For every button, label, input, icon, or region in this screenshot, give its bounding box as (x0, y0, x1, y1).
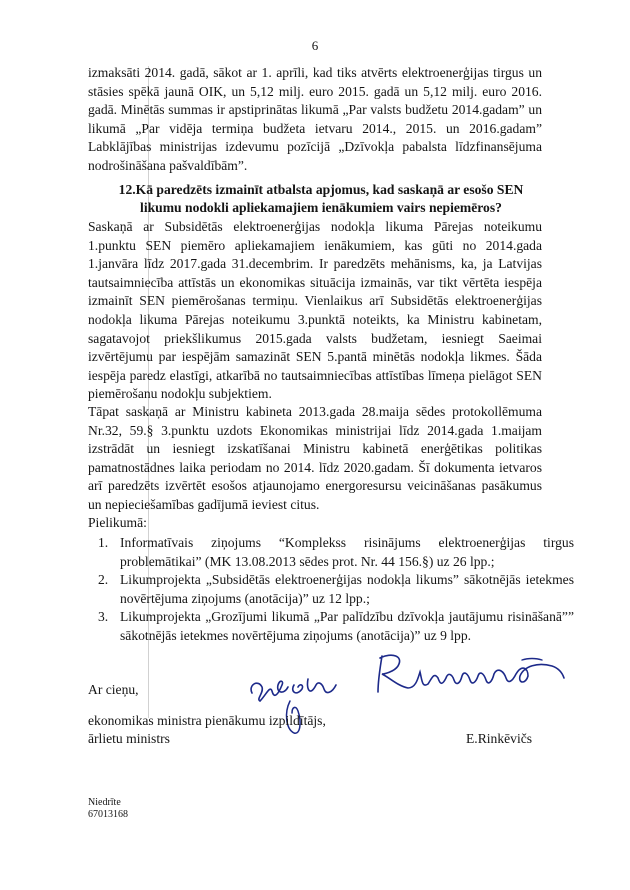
attachment-number: 2. (98, 572, 109, 588)
paragraph-energy-policy: Tāpat saskaņā ar Ministru kabineta 2013.gada 28.maija sēdes protokollēmuma Nr.32, 59.§ 3.punktu uzdots Ekonomikas ministrijai līdz 2014.gada 1.maijam izstrādāt un iesniegt izskatīšanai Ministru kabinetā enerģētikas politikas pamatnostādnes laika periodam no 2014. līdz 2020.gadam. Šī dokumenta ietvaros arī paredzēts izvērtēt esošos atjaunojamo energoresursu veicināšanas pasākumus un nepieciešamības gadījumā ieviest citus. (88, 404, 542, 512)
signer-role-line1: ekonomikas ministra pienākumu izpildītājs, (88, 713, 326, 728)
signature-right (372, 648, 572, 698)
author-phone: 67013168 (88, 809, 128, 820)
signer-name: E.Rinkēvičs (466, 731, 533, 746)
signer-role-line2: ārlietu ministrs (88, 731, 170, 746)
author-name: Niedrīte (88, 797, 121, 808)
attachment-item (98, 534, 574, 571)
attachment-text: Informatīvais ziņojums “Komplekss risinājums elektroenerģijas tirgus problemātikai” (MK 13.08.2013 sēdes prot. Nr. 44 156.§) uz 26 lpp.; (120, 535, 574, 569)
paragraph-sen-terms: Saskaņā ar Subsidētās elektroenerģijas nodokļa likuma Pārejas noteikumu 1.punktu SEN piemēro apliekamajiem ienākumiem, kas gūti no 2014.gada 1.janvāra līdz 2017.gada 31.decembrim. Ir paredzēts mehānisms, ka, ja Latvijas tautsaimniecība attīstās un ekonomikas situācija izmainās, var tikt vērtēta iespēja izmainīt SEN piemērošanas termiņu. Vienlaikus arī Subsidētās elektroenerģijas nodokļa likuma Pārejas noteikumu 3.punktā noteikts, ka Ministru kabinetam, sagatavojot priekšlikumus 2015.gada valsts budžetam, iesniegt Saeimai izvērtējumu par iespējām samazināt SEN 5.pantā minētās nodokļa likmes. Šāda iespēja paredz elastīgi, atkarībā no tautsaimniecības attīstības līmeņa pielāgot SEN piemērošanu nodokļu subjektiem. (88, 219, 542, 402)
attachment-number: 1. (98, 535, 109, 550)
attachment-text: Likumprojekta „Subsidētās elektroenerģijas nodokļa likums” sākotnējās ietekmes novērtējuma ziņojums (anotācija)” uz 12 lpp.; (120, 572, 574, 606)
question-heading: 12.Kā paredzēts izmainīt atbalsta apjomus, kad saskaņā ar esošo SEN likumu nodokli apliekamajiem ienākumiem vairs nepiemēros? (118, 182, 524, 215)
attachments-title: Pielikumā: (88, 515, 147, 530)
attachment-item (98, 608, 574, 645)
attachments-list (88, 534, 574, 646)
closing-salutation: Ar cieņu, (88, 682, 139, 697)
paragraph-budget: izmaksāti 2014. gadā, sākot ar 1. aprīli, kad tiks atvērts elektroenerģijas tirgus un stāsies spēkā jaunā OIK, un 5,12 milj. euro 2015. gadā un 5,12 milj. euro 2016. gadā. Minētās summas ir apstiprinātas likumā „Par valsts budžetu 2014.gadam” un likumā „Par vidēja termiņa budžeta ietvaru 2014., 2015. un 2016.gadam” Labklājības ministrijas izdevumu pozīcijā „Dzīvokļa pabalsta līdzfinansējuma nodrošināšana pašvaldībām”. (88, 65, 542, 173)
attachment-text: Likumprojekta „Grozījumi likumā „Par palīdzību dzīvokļa jautājumu risināšanā”” sākotnējās ietekmes novērtējuma ziņojums (anotācija)” uz 9 lpp. (120, 609, 574, 643)
attachment-item (98, 571, 574, 608)
page-number: 6 (311, 38, 319, 53)
attachment-number: 3. (98, 609, 109, 625)
